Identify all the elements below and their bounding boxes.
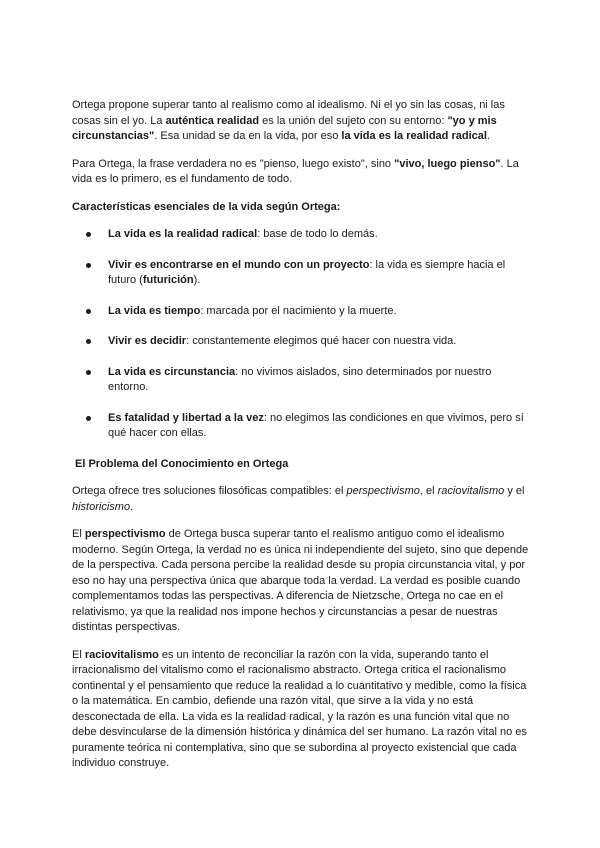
intro-paragraph-1: Ortega propone superar tanto al realismo como al idealismo. Ni el yo sin las cosas, ni las cosas sin el yo. La auténtica realidad es la unión del sujeto con su entorno: "yo y mis circunstancias". Esa unidad se da en la vida, por eso la vida es la realidad radical. [72,99,505,142]
emphasis: la vida es la realidad radical [341,130,487,142]
raciovitalismo-paragraph: El raciovitalismo es un intento de reconciliar la razón con la vida, superando tanto el irracionalismo del vitalismo como el racionalismo abstracto. Ortega critica el racionalismo continental y el pensamiento que reduce la realidad a lo cuantitativo y medible, como la física o la matemática. En cambio, defiende una razón vital, que sirve a la vida y no está desconectada de ella. La vida es la realidad radical, y la razón es una función vital que no debe desvincularse de la dimensión histórica y dinámica del ser humano. La razón vital no es puramente teórica ni contemplativa, sino que se subordina al proyecto existencial que cada individuo construye. [72,648,527,769]
emphasis: "vivo, luego pienso" [394,157,501,170]
list-item: Vivir es decidir: constantemente elegimos qué hacer con nuestra vida. [72,334,534,350]
list-item: Vivir es encontrarse en el mundo con un proyecto: la vida es siempre hacia el futuro (futurición). [72,258,534,289]
perspectivismo-paragraph: El perspectivismo de Ortega busca superar tanto el realismo antiguo como el idealismo moderno. Según Ortega, la verdad no es única ni independiente del sujeto, sino que depende de la perspectiva. Cada persona percibe la realidad desde su propia circunstancia vital, y por eso no hay una perspectiva única que abarque toda la verdad. La verdad es posible cuando complementamos todas las perspectivas. A diferencia de Nietzsche, Ortega no cae en el relativismo, ya que la realidad nos impone hechos y circunstancias a pesar de nuestras distintas perspectivas. [72,528,529,633]
knowledge-intro-paragraph: Ortega ofrece tres soluciones filosóficas compatibles: el perspectivismo, el raciovitalismo y el historicismo. [72,485,525,513]
bullet-icon [86,263,91,268]
bullet-icon [86,309,91,314]
list-item: La vida es la realidad radical: base de todo lo demás. [72,227,534,243]
features-heading: Características esenciales de la vida según Ortega: [72,200,341,213]
features-list [72,227,534,442]
bullet-icon [86,416,91,421]
list-item: La vida es tiempo: marcada por el nacimiento y la muerte. [72,304,534,320]
list-item: La vida es circunstancia: no vivimos aislados, sino determinados por nuestro entorno. [72,365,534,396]
intro-paragraph-2: Para Ortega, la frase verdadera no es "pienso, luego existo", sino "vivo, luego pienso". La vida es lo primero, es el fundamento de todo. [72,157,519,185]
emphasis: auténtica realidad [165,114,260,127]
bullet-icon [86,232,91,237]
list-item: Es fatalidad y libertad a la vez: no elegimos las condiciones en que vivimos, pero sí qué hacer con ellas. [72,411,534,442]
knowledge-heading: El Problema del Conocimiento en Ortega [75,457,289,470]
emphasis: "yo y mis circunstancias" [72,114,497,142]
bullet-icon [86,339,91,344]
bullet-icon [86,370,91,375]
